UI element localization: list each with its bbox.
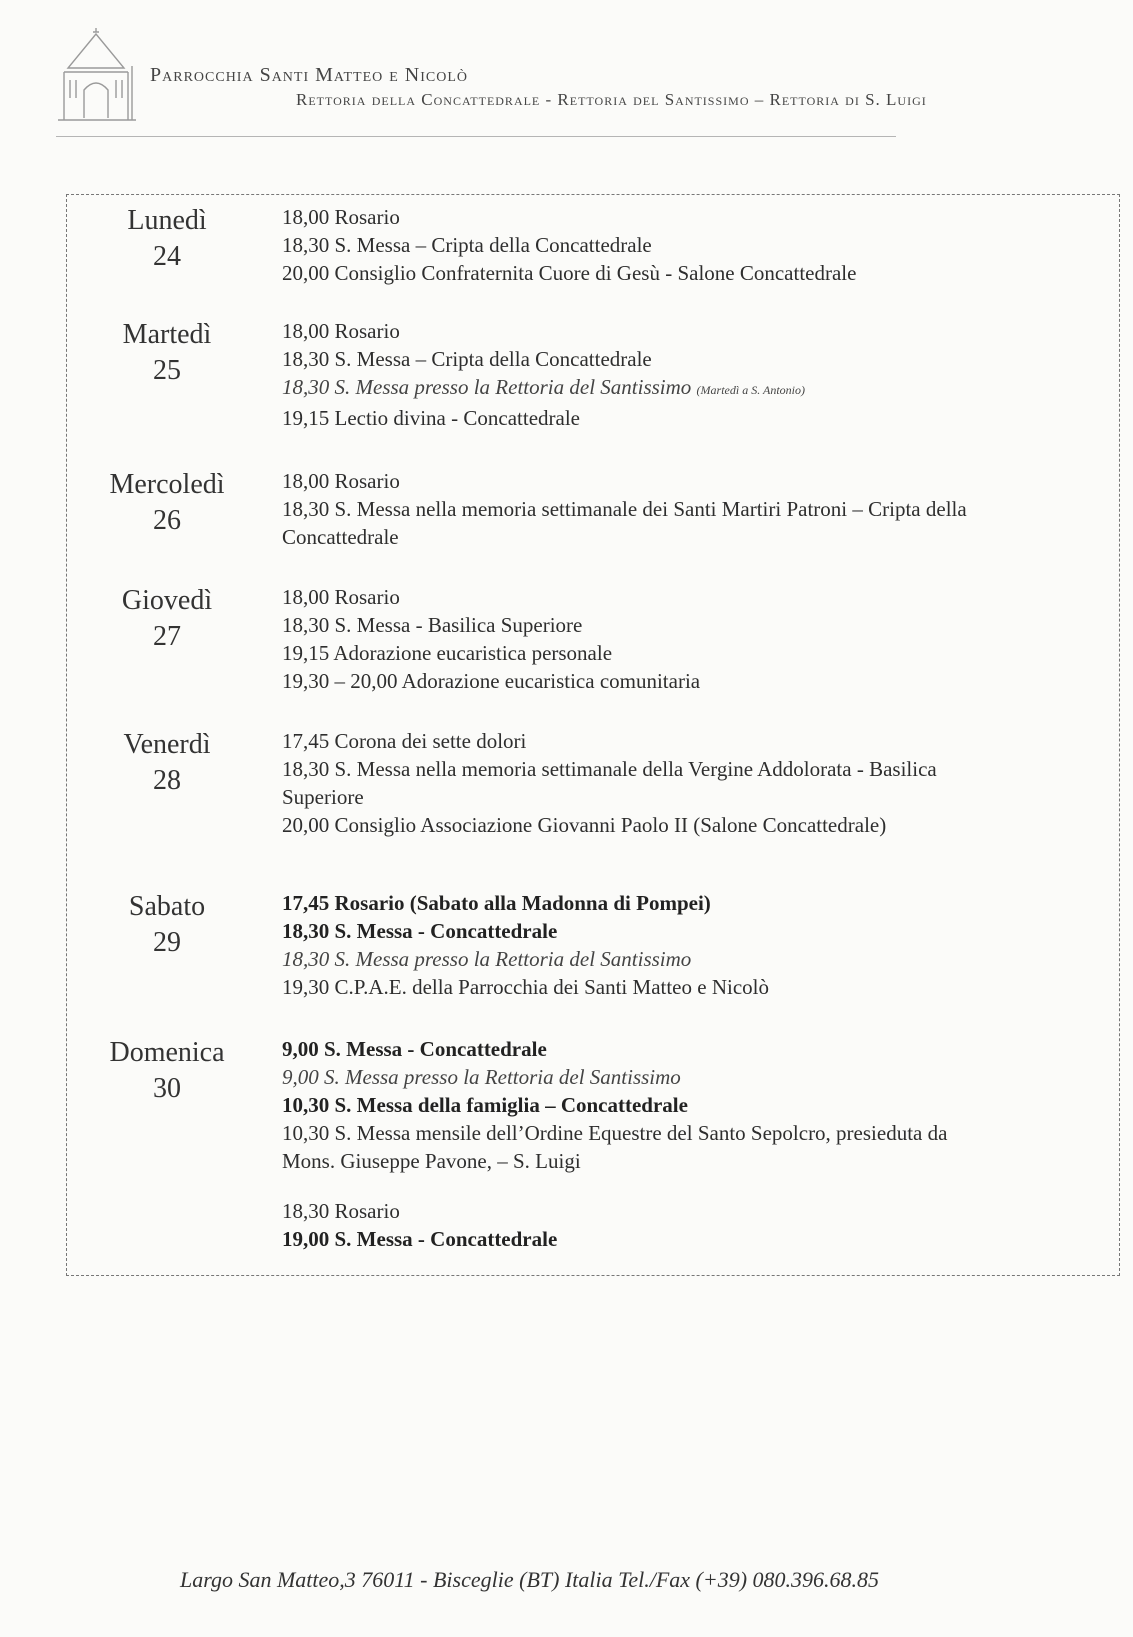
schedule-entry: 18,00 Rosario — [282, 585, 400, 609]
day-entries — [282, 583, 1112, 695]
day-number: 26 — [153, 505, 181, 536]
schedule-entry: 17,45 Corona dei sette dolori — [282, 729, 527, 753]
schedule-entry: Concattedrale — [282, 525, 399, 549]
schedule-entry: 18,30 S. Messa nella memoria settimanale dei Santi Martiri Patroni – Cripta della — [282, 497, 967, 521]
schedule-entry: 18,00 Rosario — [282, 469, 400, 493]
day-label — [67, 317, 267, 389]
schedule-entry: 20,00 Consiglio Associazione Giovanni Paolo II (Salone Concattedrale) — [282, 813, 887, 837]
schedule-entry: 18,30 S. Messa - Basilica Superiore — [282, 613, 583, 637]
church-logo-icon — [56, 28, 142, 128]
day-name: Martedì — [122, 319, 212, 350]
schedule-entry: 19,00 S. Messa - Concattedrale — [282, 1227, 558, 1251]
day-label — [67, 1035, 267, 1107]
schedule-entry: 18,30 S. Messa presso la Rettoria del Santissimo — [282, 947, 692, 971]
schedule-entry: Superiore — [282, 785, 364, 809]
day-label — [67, 467, 267, 539]
day-number: 29 — [153, 927, 181, 958]
day-name: Domenica — [109, 1037, 225, 1068]
day-entries — [282, 203, 1112, 287]
schedule-entry — [282, 373, 1112, 404]
day-entries — [282, 467, 1112, 551]
schedule-entry: 18,30 S. Messa – Cripta della Concattedrale — [282, 347, 652, 371]
schedule-entry: 18,30 S. Messa – Cripta della Concattedrale — [282, 233, 652, 257]
day-number: 24 — [153, 241, 181, 272]
day-entries — [282, 889, 1112, 1001]
schedule-entry: 19,30 C.P.A.E. della Parrocchia dei Santi Matteo e Nicolò — [282, 975, 769, 999]
schedule-entry: 18,30 S. Messa nella memoria settimanale della Vergine Addolorata - Basilica — [282, 757, 937, 781]
schedule-entry: 20,00 Consiglio Confraternita Cuore di Gesù - Salone Concattedrale — [282, 261, 857, 285]
footer-address: Largo San Matteo,3 76011 - Bisceglie (BT) Italia Tel./Fax (+39) 080.396.68.85 — [180, 1567, 880, 1592]
entry-text: 18,30 S. Messa presso la Rettoria del Santissimo — [282, 375, 692, 399]
schedule-entry: Mons. Giuseppe Pavone, – S. Luigi — [282, 1149, 581, 1173]
schedule-entry: 18,00 Rosario — [282, 205, 400, 229]
schedule-entry: 18,30 Rosario — [282, 1199, 400, 1223]
entry-note: (Martedì a S. Antonio) — [696, 383, 805, 397]
schedule-entry: 19,30 – 20,00 Adorazione eucaristica comunitaria — [282, 669, 701, 693]
day-name: Giovedì — [121, 585, 213, 616]
schedule-entry: 10,30 S. Messa della famiglia – Concattedrale — [282, 1093, 688, 1117]
entry-spacer — [282, 1175, 1112, 1197]
schedule-entry: 19,15 Adorazione eucaristica personale — [282, 641, 613, 665]
letterhead — [56, 28, 1056, 148]
schedule-entry: 9,00 S. Messa presso la Rettoria del Santissimo — [282, 1065, 681, 1089]
parish-name: Parrocchia Santi Matteo e Nicolò — [150, 64, 469, 86]
schedule-entry: 17,45 Rosario (Sabato alla Madonna di Pompei) — [282, 891, 711, 915]
day-label — [67, 583, 267, 655]
schedule-entry: 9,00 S. Messa - Concattedrale — [282, 1037, 547, 1061]
schedule-entry: 19,15 Lectio divina - Concattedrale — [282, 406, 580, 430]
day-label — [67, 727, 267, 799]
day-entries — [282, 727, 1112, 839]
day-name: Mercoledì — [109, 469, 225, 500]
schedule-entry: 18,30 S. Messa - Concattedrale — [282, 919, 558, 943]
day-name: Venerdì — [123, 729, 211, 760]
day-label — [67, 203, 267, 275]
day-name: Lunedì — [127, 205, 207, 236]
day-label — [67, 889, 267, 961]
weekly-schedule — [66, 194, 1120, 1276]
day-entries — [282, 317, 1112, 432]
schedule-entry: 10,30 S. Messa mensile dell’Ordine Equestre del Santo Sepolcro, presieduta da — [282, 1121, 948, 1145]
schedule-entry: 18,00 Rosario — [282, 319, 400, 343]
day-number: 28 — [153, 765, 181, 796]
day-number: 25 — [153, 355, 181, 386]
day-number: 27 — [153, 621, 181, 652]
rettorie-subtitle: Rettoria della Concattedrale - Rettoria del Santissimo – Rettoria di S. Luigi — [296, 90, 927, 109]
day-number: 30 — [153, 1073, 181, 1104]
day-entries — [282, 1035, 1112, 1253]
header-divider — [56, 136, 896, 137]
day-name: Sabato — [128, 891, 206, 922]
